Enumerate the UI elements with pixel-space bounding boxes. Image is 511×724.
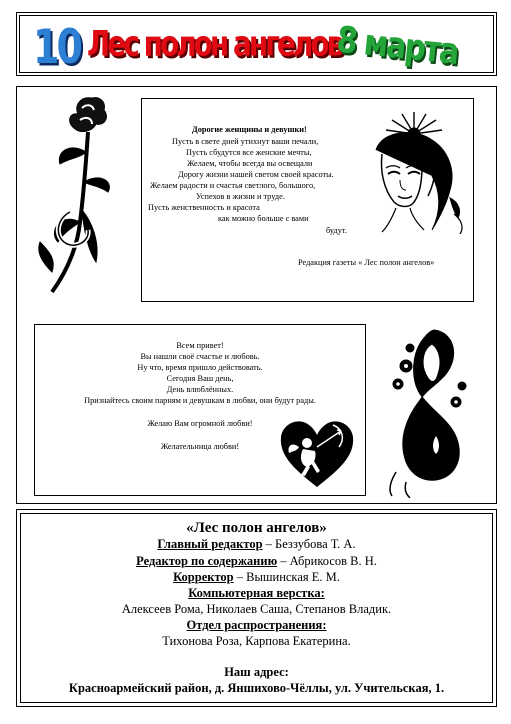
address-label: Наш адрес: [224,665,289,679]
love-note-card [34,324,366,496]
greeting-heading: Дорогие женщины и девушки! [192,125,307,134]
greeting-line: как можно больше с вами [218,214,309,223]
love-note-signature: Желательница любви! [160,442,240,451]
floral-eight-illustration [376,322,476,498]
love-note-line: Сегодня Ваш день, [166,374,234,383]
chief-editor-name: – Беззубова Т. А. [262,537,356,551]
corrector-name: – Вышинская Е. М. [233,570,340,584]
distribution-label: Отдел распространения: [186,618,327,632]
rose-illustration [30,92,130,302]
greeting-line: Дорогу жизни нашей светом своей красоты. [178,170,334,179]
layout-team-names: Алексеев Рома, Николаев Саша, Степанов Владик. [121,602,392,616]
woman-portrait-illustration [362,110,470,234]
love-note-line: Вы нашли своё счастье и любовь. [140,352,260,361]
greeting-line: Пусть женственность и красота [148,203,260,212]
imprint-title: «Лес полон ангелов» [186,520,327,536]
chief-editor-label: Главный редактор [157,537,263,551]
greeting-line: будут. [326,226,347,235]
distribution-names: Тихонова Роза, Карпова Екатерина. [162,634,351,648]
greeting-signature: Редакция газеты « Лес полон ангелов» [298,258,435,267]
greeting-line: Желаем, чтобы всегда вы освещали [187,159,313,168]
love-note-line: Ну что, время пришло действовать. [137,363,263,372]
love-note-line: Всем привет! [176,341,224,350]
imprint-corrector [17,570,496,585]
imprint-section [16,509,497,707]
greeting-line: Успехов в жизни и труде. [196,192,285,201]
imprint-content-editor [17,554,496,569]
corrector-label: Корректор [173,570,234,584]
imprint-chief-editor [17,537,496,552]
greeting-line: Желаем радости и счастья светлого, большого, [150,181,316,190]
love-note-line: Признайтесь своим парням и девушкам в любви, они будут рады. [84,396,316,405]
holiday-date-title: 8 марта [334,19,460,74]
content-editor-label: Редактор по содержанию [136,554,278,568]
love-note-line: День влюблённых. [166,385,234,394]
heart-cupid-icon [277,417,357,489]
love-note-wish: Желаю Вам огромной любви! [147,419,253,428]
layout-team-label: Компьютерная верстка: [188,586,325,600]
masthead [16,12,497,76]
address-text: Красноармейский район, д. Яншихово-Чёллы, ул. Учительская, 1. [68,681,445,695]
greeting-line: Пусть сбудутся все женские мечты, [186,148,312,157]
issue-number: 10 [33,19,80,74]
content-editor-name: – Абрикосов В. Н. [277,554,377,568]
newspaper-title: Лес полон ангелов [87,23,342,65]
greeting-line: Пусть в свете дней утихнут ваши печали, [172,137,319,146]
